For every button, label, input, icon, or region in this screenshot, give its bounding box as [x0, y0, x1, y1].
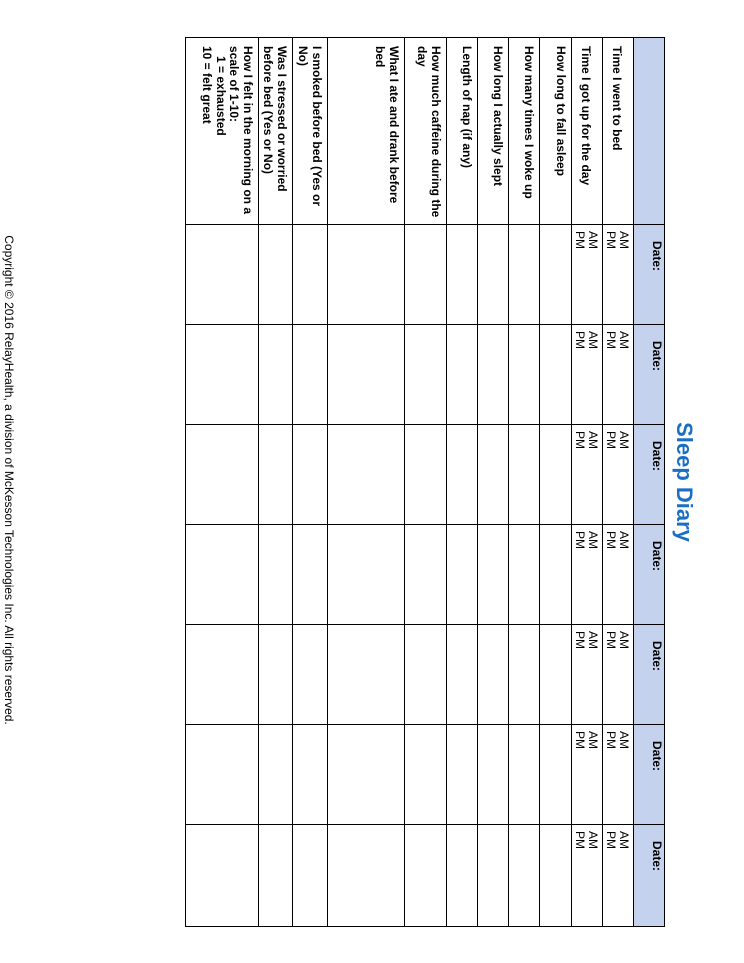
entry-cell[interactable]	[509, 525, 540, 625]
entry-cell[interactable]	[540, 425, 571, 525]
date-header: Date:	[634, 225, 665, 325]
pm-label: PM	[604, 431, 618, 449]
table-row	[293, 38, 328, 927]
am-label: AM	[585, 831, 600, 849]
entry-cell[interactable]	[293, 625, 328, 725]
entry-cell[interactable]	[478, 425, 509, 525]
table-row	[509, 38, 540, 927]
header-corner	[634, 38, 665, 225]
sleep-diary-table	[185, 37, 665, 927]
time-cell[interactable]	[602, 225, 633, 325]
entry-cell[interactable]	[258, 225, 292, 325]
time-cell[interactable]	[571, 325, 602, 425]
date-header: Date:	[634, 725, 665, 825]
time-cell[interactable]	[571, 225, 602, 325]
entry-cell[interactable]	[186, 225, 259, 325]
pm-label: PM	[604, 331, 618, 349]
entry-cell[interactable]	[328, 725, 405, 825]
row-label: Time I went to bed	[602, 38, 633, 225]
row-label: How long I actually slept	[478, 38, 509, 225]
entry-cell[interactable]	[509, 425, 540, 525]
date-header: Date:	[634, 825, 665, 927]
entry-cell[interactable]	[540, 325, 571, 425]
row-label: How much caffeine during the day	[405, 38, 447, 225]
entry-cell[interactable]	[540, 725, 571, 825]
entry-cell[interactable]	[186, 625, 259, 725]
table-row	[540, 38, 571, 927]
table-row	[328, 38, 405, 927]
rating-question: How I felt in the morning on a scale of 1-10:	[226, 46, 255, 214]
entry-cell[interactable]	[509, 725, 540, 825]
entry-cell[interactable]	[186, 425, 259, 525]
table-row	[405, 38, 447, 927]
time-cell[interactable]	[571, 625, 602, 725]
rating-scale-high: 10 = felt great	[199, 46, 214, 124]
entry-cell[interactable]	[446, 625, 477, 725]
entry-cell[interactable]	[293, 225, 328, 325]
date-header-row	[634, 38, 665, 927]
am-label: AM	[585, 431, 600, 449]
am-label: AM	[617, 231, 631, 249]
entry-cell[interactable]	[446, 425, 477, 525]
entry-cell[interactable]	[293, 325, 328, 425]
entry-cell[interactable]	[258, 425, 292, 525]
date-header: Date:	[634, 325, 665, 425]
table-row	[478, 38, 509, 927]
row-label: How many times I woke up	[509, 38, 540, 225]
pm-label: PM	[604, 531, 618, 549]
date-header: Date:	[634, 625, 665, 725]
pm-label: PM	[604, 631, 618, 649]
entry-cell[interactable]	[478, 825, 509, 927]
entry-cell[interactable]	[509, 825, 540, 927]
entry-cell[interactable]	[328, 425, 405, 525]
am-label: AM	[585, 631, 600, 649]
pm-label: PM	[604, 831, 618, 849]
entry-cell[interactable]	[478, 625, 509, 725]
entry-cell[interactable]	[328, 225, 405, 325]
date-header: Date:	[634, 525, 665, 625]
entry-cell[interactable]	[293, 725, 328, 825]
row-label: Time I got up for the day	[571, 38, 602, 225]
rating-scale-low: 1 = exhausted	[213, 56, 228, 136]
row-label-rating	[186, 38, 259, 225]
entry-cell[interactable]	[405, 725, 447, 825]
am-label: AM	[617, 631, 631, 649]
time-cell[interactable]	[602, 425, 633, 525]
am-label: AM	[617, 831, 631, 849]
time-cell[interactable]	[602, 525, 633, 625]
time-cell[interactable]	[571, 725, 602, 825]
time-cell[interactable]	[571, 425, 602, 525]
date-header: Date:	[634, 425, 665, 525]
entry-cell[interactable]	[293, 825, 328, 927]
entry-cell[interactable]	[293, 525, 328, 625]
am-label: AM	[617, 531, 631, 549]
entry-cell[interactable]	[405, 225, 447, 325]
table-row	[571, 38, 602, 927]
entry-cell[interactable]	[509, 325, 540, 425]
sleep-diary-table-container	[185, 37, 665, 926]
entry-cell[interactable]	[293, 425, 328, 525]
pm-label: PM	[572, 631, 587, 649]
entry-cell[interactable]	[478, 225, 509, 325]
time-cell[interactable]	[602, 725, 633, 825]
am-label: AM	[585, 331, 600, 349]
am-label: AM	[617, 331, 631, 349]
entry-cell[interactable]	[405, 325, 447, 425]
entry-cell[interactable]	[540, 625, 571, 725]
entry-cell[interactable]	[478, 725, 509, 825]
entry-cell[interactable]	[186, 325, 259, 425]
entry-cell[interactable]	[328, 525, 405, 625]
pm-label: PM	[572, 231, 587, 249]
table-row	[602, 38, 633, 927]
entry-cell[interactable]	[540, 525, 571, 625]
am-label: AM	[617, 431, 631, 449]
entry-cell[interactable]	[446, 825, 477, 927]
am-label: AM	[585, 231, 600, 249]
entry-cell[interactable]	[186, 525, 259, 625]
entry-cell[interactable]	[540, 225, 571, 325]
time-cell[interactable]	[571, 825, 602, 927]
entry-cell[interactable]	[258, 325, 292, 425]
time-cell[interactable]	[602, 625, 633, 725]
row-label: What I ate and drank before bed	[328, 38, 405, 225]
table-row	[258, 38, 292, 927]
entry-cell[interactable]	[478, 525, 509, 625]
entry-cell[interactable]	[405, 825, 447, 927]
pm-label: PM	[572, 531, 587, 549]
entry-cell[interactable]	[258, 825, 292, 927]
pm-label: PM	[572, 431, 587, 449]
pm-label: PM	[572, 831, 587, 849]
entry-cell[interactable]	[328, 625, 405, 725]
pm-label: PM	[604, 231, 618, 249]
entry-cell[interactable]	[478, 325, 509, 425]
time-cell[interactable]	[571, 525, 602, 625]
entry-cell[interactable]	[446, 725, 477, 825]
copyright-notice: Copyright © 2016 RelayHealth, a division of McKesson Technologies Inc. All rights reserved.	[2, 235, 16, 725]
am-label: AM	[585, 731, 600, 749]
entry-cell[interactable]	[328, 825, 405, 927]
row-label: How long to fall asleep	[540, 38, 571, 225]
entry-cell[interactable]	[258, 525, 292, 625]
pm-label: PM	[604, 731, 618, 749]
entry-cell[interactable]	[446, 525, 477, 625]
entry-cell[interactable]	[446, 225, 477, 325]
am-label: AM	[585, 531, 600, 549]
table-row	[186, 38, 259, 927]
entry-cell[interactable]	[186, 725, 259, 825]
entry-cell[interactable]	[446, 325, 477, 425]
entry-cell[interactable]	[258, 725, 292, 825]
entry-cell[interactable]	[328, 325, 405, 425]
entry-cell[interactable]	[405, 625, 447, 725]
table-row	[446, 38, 477, 927]
time-cell[interactable]	[602, 825, 633, 927]
entry-cell[interactable]	[405, 525, 447, 625]
entry-cell[interactable]	[405, 425, 447, 525]
page-title: Sleep Diary	[672, 422, 697, 542]
pm-label: PM	[572, 331, 587, 349]
pm-label: PM	[572, 731, 587, 749]
entry-cell[interactable]	[186, 825, 259, 927]
row-label: I smoked before bed (Yes or No)	[293, 38, 328, 225]
entry-cell[interactable]	[258, 625, 292, 725]
entry-cell[interactable]	[509, 225, 540, 325]
entry-cell[interactable]	[540, 825, 571, 927]
time-cell[interactable]	[602, 325, 633, 425]
entry-cell[interactable]	[509, 625, 540, 725]
row-label: Was I stressed or worried before bed (Yes or No)	[258, 38, 292, 225]
am-label: AM	[617, 731, 631, 749]
row-label: Length of nap (if any)	[446, 38, 477, 225]
